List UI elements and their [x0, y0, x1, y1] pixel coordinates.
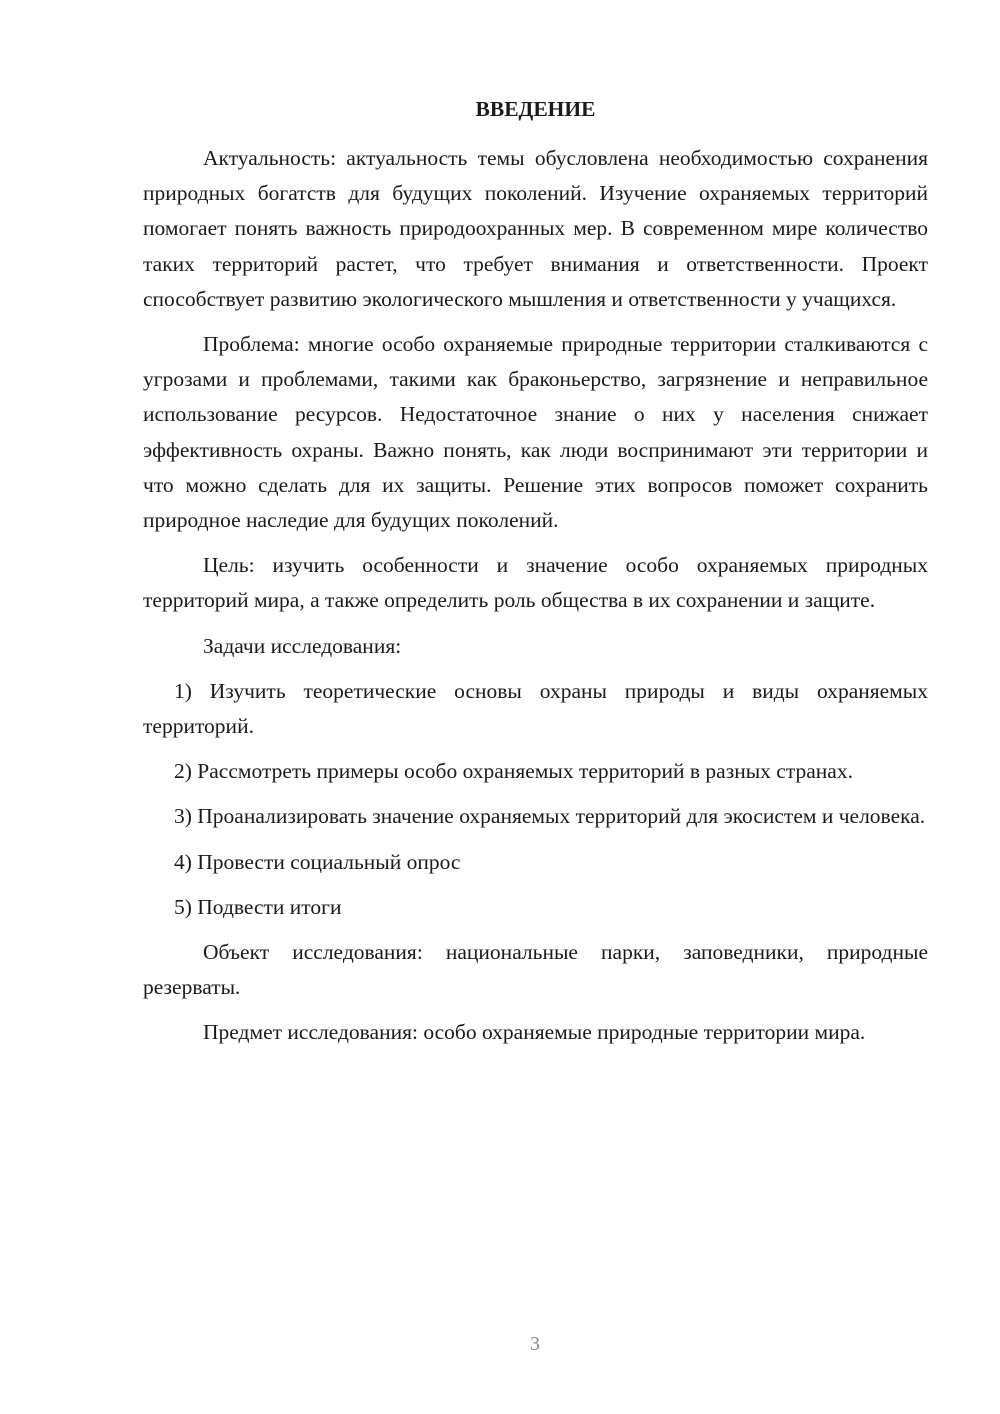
- page-title: ВВЕДЕНИЕ: [475, 97, 596, 121]
- task-item-3: 3) Проанализировать значение охраняемых территорий для экосистем и человека.: [174, 804, 926, 829]
- task-item-4: 4) Провести социальный опрос: [174, 849, 461, 874]
- task-item-5: 5) Подвести итоги: [174, 894, 342, 919]
- relevance-paragraph: Актуальность: актуальность темы обусловлена необходимостью сохранения природных богатств для будущих поколений. Изучение охраняемых территорий помогает понять важность природоохранных мер. В современном мире количество таких территорий растет, что требует внимания и ответственности. Проект способствует развитию экологического мышления и ответственности у учащихся.: [143, 146, 928, 311]
- tasks-heading: Задачи исследования:: [203, 633, 402, 658]
- page-number: 3: [530, 1333, 540, 1355]
- object-paragraph: Объект исследования: национальные парки, заповедники, природные резерваты.: [143, 940, 928, 1000]
- goal-paragraph: Цель: изучить особенности и значение особо охраняемых природных территорий мира, а также определить роль общества в их сохранении и защите.: [143, 553, 928, 613]
- subject-paragraph: Предмет исследования: особо охраняемые природные территории мира.: [203, 1020, 866, 1045]
- document-page: [143, 92, 928, 1061]
- task-item-2: 2) Рассмотреть примеры особо охраняемых территорий в разных странах.: [174, 759, 853, 784]
- task-item-1: 1) Изучить теоретические основы охраны природы и виды охраняемых территорий.: [143, 678, 928, 739]
- problem-paragraph: Проблема: многие особо охраняемые природные территории сталкиваются с угрозами и проблемами, такими как браконьерство, загрязнение и неправильное использование ресурсов. Недостаточное знание о них у населения снижает эффективность охраны. Важно понять, как люди воспринимают эти территории и что можно сделать для их защиты. Решение этих вопросов поможет сохранить природное наследие для будущих поколений.: [143, 332, 928, 533]
